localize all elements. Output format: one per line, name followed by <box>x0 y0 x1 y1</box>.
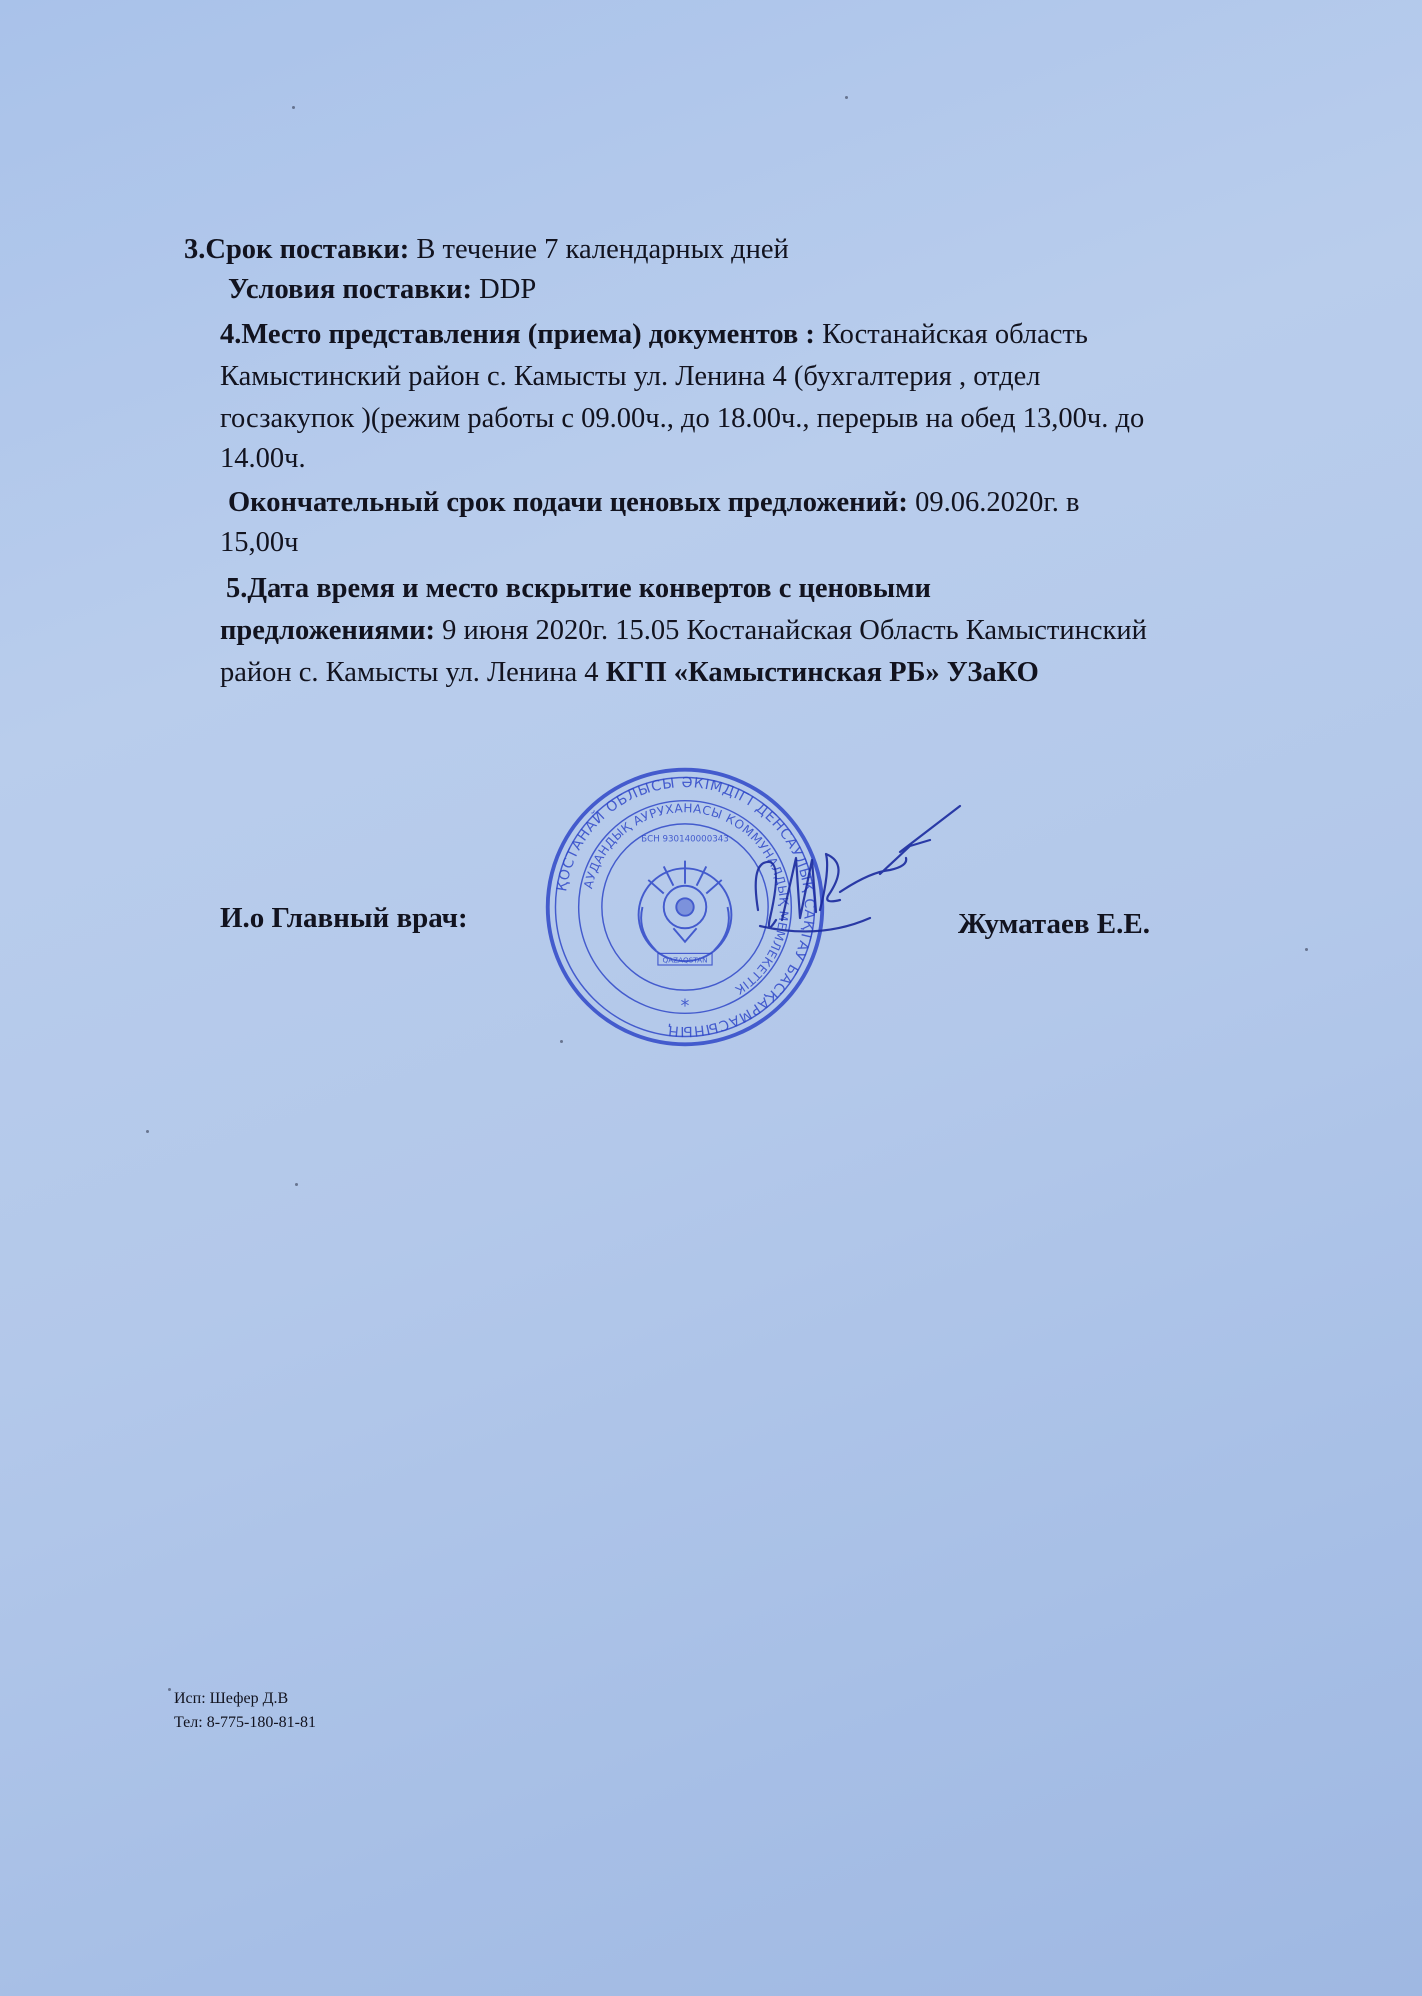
scan-speck <box>295 1183 298 1186</box>
deadline-line-2: 15,00ч <box>220 527 299 558</box>
opening-line-3 <box>220 654 1039 692</box>
documents-place-line-3: госзакупок )(режим работы с 09.00ч., до 18.00ч., перерыв на обед 13,00ч. до <box>220 403 1145 434</box>
documents-place-line-4: 14.00ч. <box>220 443 306 474</box>
phone-line: Тел: 8-775-180-81-81 <box>174 1714 317 1731</box>
delivery-conditions-line <box>228 271 536 309</box>
emblem-label: QAZAQSTAN <box>662 955 708 965</box>
scan-speck <box>146 1130 149 1133</box>
documents-place-line-2: Камыстинский район с. Камысты ул. Ленина 4 (бухгалтерия , отдел <box>220 361 1041 392</box>
stamp-inner-text: АУДАНДЫҚ АУРУХАНАСЫ КОММУНАЛДЫҚ МЕМЛЕКЕТТІК <box>581 801 791 998</box>
state-emblem-icon <box>639 861 732 962</box>
opening-line-1 <box>226 570 931 608</box>
stamp-outer-text: ҚОСТАНАЙ ОБЛЫСЫ ӘКІМДІГІ ДЕНСАУЛЫҚ САҚТАУ БАСҚАРМАСЫНЫҢ <box>554 775 817 1039</box>
scan-speck <box>292 106 295 109</box>
documents-place-value: Костанайская область <box>814 319 1088 350</box>
signatory-name: Жуматаев Е.Е. <box>958 908 1150 940</box>
scan-speck <box>560 1040 563 1043</box>
delivery-conditions-value: DDP <box>472 274 537 305</box>
scan-speck <box>168 1688 171 1691</box>
delivery-term-line <box>184 231 789 269</box>
opening-label-1: 5.Дата время и место вскрытие конвертов с ценовыми <box>226 573 931 604</box>
stamp-bin: БСН 930140000343 <box>641 834 729 845</box>
opening-address: район с. Камысты ул. Ленина 4 <box>220 657 606 688</box>
documents-place-label: 4.Место представления (приема) документов : <box>220 319 815 350</box>
stamp-star-icon: * <box>680 996 690 1017</box>
opening-line-2 <box>220 612 1147 650</box>
deadline-value: 09.06.2020г. в <box>907 487 1080 518</box>
scan-speck <box>845 96 848 99</box>
deadline-line <box>228 484 1080 522</box>
deadline-label: Окончательный срок подачи ценовых предложений: <box>228 487 908 518</box>
documents-place-line <box>220 316 1088 354</box>
signatory-position: И.о Главный врач: <box>220 902 468 934</box>
opening-value: 9 июня 2020г. 15.05 Костанайская Область Камыстинский <box>435 615 1147 646</box>
delivery-term-value: В течение 7 календарных дней <box>409 234 789 265</box>
opening-label-2: предложениями: <box>220 615 436 646</box>
organization-name: КГП «Камыстинская РБ» УЗаКО <box>605 657 1039 688</box>
delivery-conditions-label: Условия поставки: <box>228 274 473 305</box>
scan-speck <box>1305 948 1308 951</box>
executor-line: Исп: Шефер Д.В <box>174 1690 289 1707</box>
handwritten-signature <box>730 800 990 960</box>
delivery-term-label: 3.Срок поставки: <box>184 234 410 265</box>
